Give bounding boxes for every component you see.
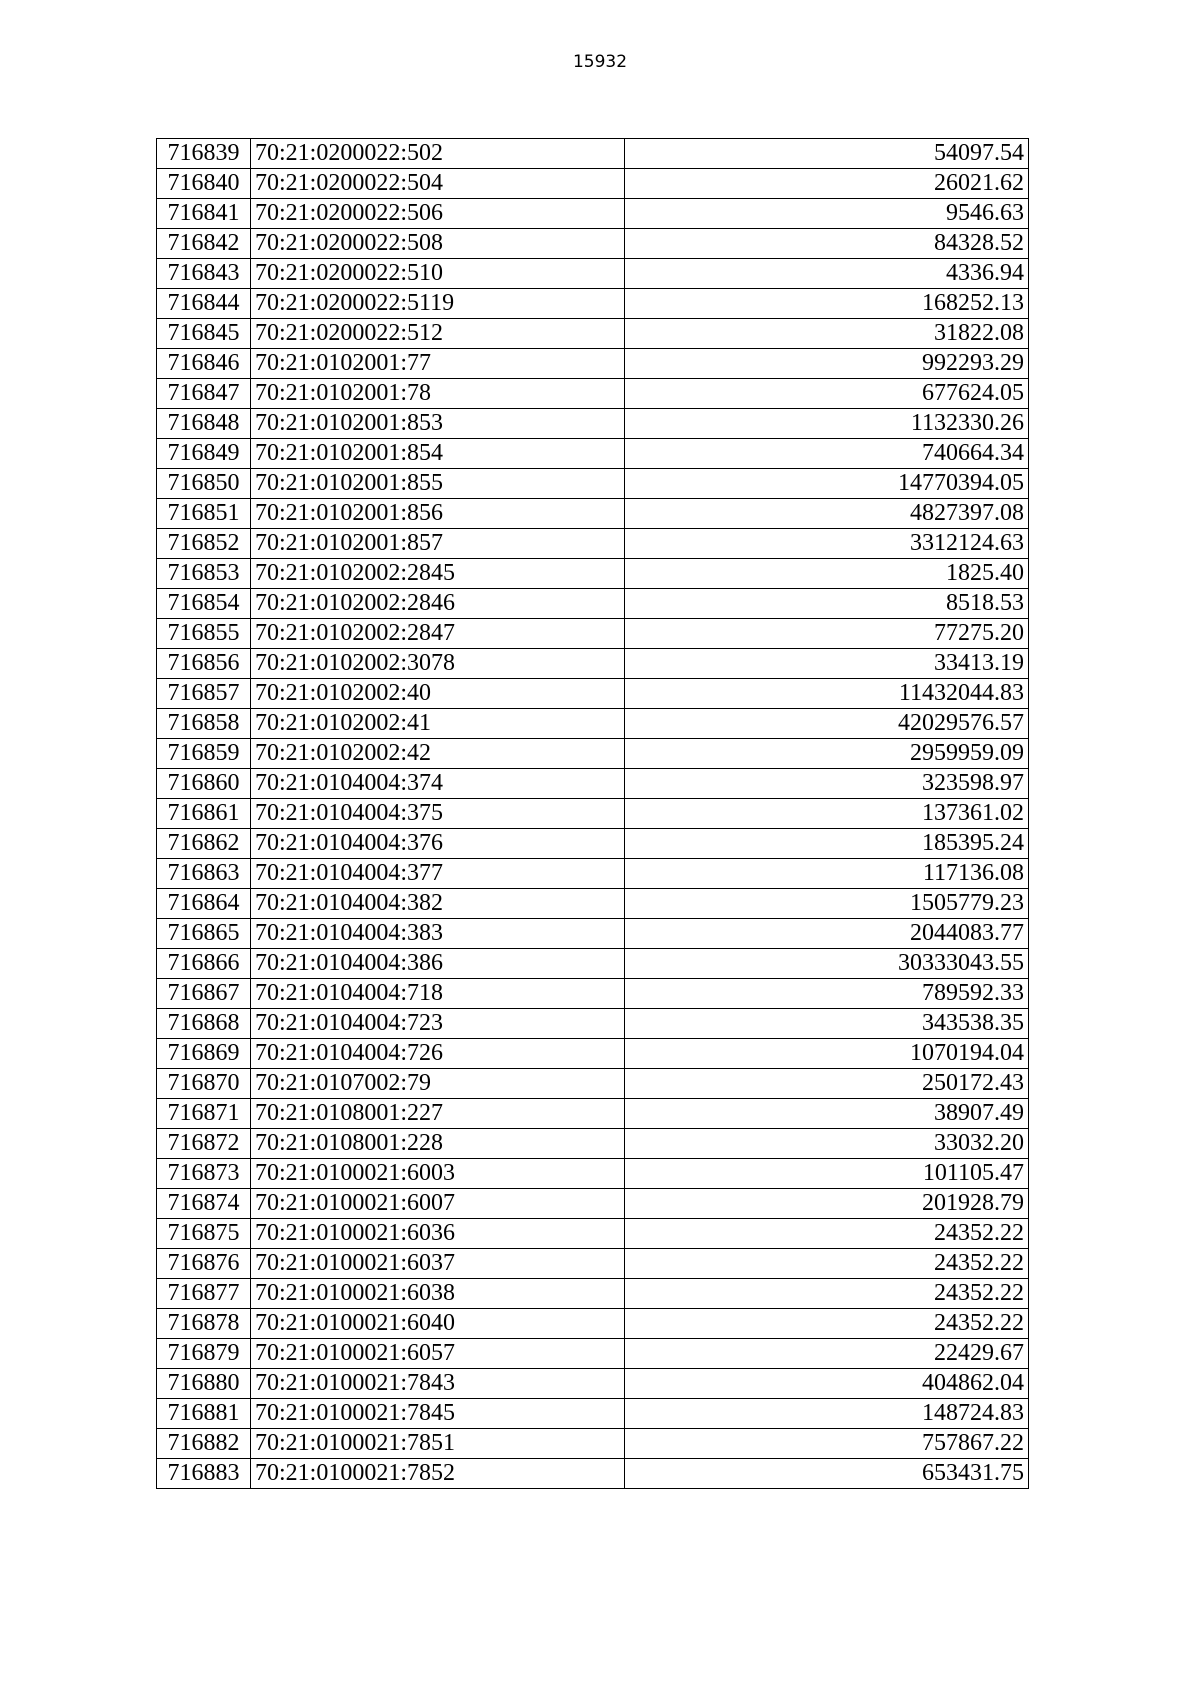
cadastral-value-cell: 30333043.55 xyxy=(625,949,1029,979)
cadastral-value-cell: 2959959.09 xyxy=(625,739,1029,769)
cadastral-value-cell: 31822.08 xyxy=(625,319,1029,349)
cadastral-number-cell: 70:21:0200022:508 xyxy=(251,229,625,259)
cadastral-number-cell: 70:21:0108001:228 xyxy=(251,1129,625,1159)
cadastral-value-cell: 33413.19 xyxy=(625,649,1029,679)
table-row xyxy=(157,829,1029,859)
row-number-cell: 716853 xyxy=(157,559,251,589)
row-number-cell: 716883 xyxy=(157,1459,251,1489)
cadastral-number-cell: 70:21:0200022:504 xyxy=(251,169,625,199)
row-number-cell: 716876 xyxy=(157,1249,251,1279)
row-number-cell: 716864 xyxy=(157,889,251,919)
cadastral-value-cell: 24352.22 xyxy=(625,1309,1029,1339)
cadastral-number-cell: 70:21:0100021:6038 xyxy=(251,1279,625,1309)
cadastral-value-cell: 2044083.77 xyxy=(625,919,1029,949)
table-row xyxy=(157,919,1029,949)
table-row xyxy=(157,1249,1029,1279)
table-row xyxy=(157,1189,1029,1219)
cadastral-value-cell: 8518.53 xyxy=(625,589,1029,619)
row-number-cell: 716857 xyxy=(157,679,251,709)
cadastral-value-cell: 1070194.04 xyxy=(625,1039,1029,1069)
cadastral-value-cell: 677624.05 xyxy=(625,379,1029,409)
row-number-cell: 716872 xyxy=(157,1129,251,1159)
row-number-cell: 716867 xyxy=(157,979,251,1009)
cadastral-number-cell: 70:21:0104004:723 xyxy=(251,1009,625,1039)
table-row xyxy=(157,1339,1029,1369)
row-number-cell: 716852 xyxy=(157,529,251,559)
table-row xyxy=(157,499,1029,529)
table-row xyxy=(157,1369,1029,1399)
cadastral-number-cell: 70:21:0107002:79 xyxy=(251,1069,625,1099)
table-row xyxy=(157,229,1029,259)
cadastral-number-cell: 70:21:0104004:382 xyxy=(251,889,625,919)
table-row xyxy=(157,439,1029,469)
table-row xyxy=(157,1039,1029,1069)
row-number-cell: 716856 xyxy=(157,649,251,679)
table-row xyxy=(157,619,1029,649)
row-number-cell: 716868 xyxy=(157,1009,251,1039)
row-number-cell: 716859 xyxy=(157,739,251,769)
cadastral-number-cell: 70:21:0108001:227 xyxy=(251,1099,625,1129)
table-row xyxy=(157,169,1029,199)
table-row xyxy=(157,349,1029,379)
table-row xyxy=(157,469,1029,499)
row-number-cell: 716875 xyxy=(157,1219,251,1249)
cadastral-number-cell: 70:21:0102001:78 xyxy=(251,379,625,409)
cadastral-value-cell: 117136.08 xyxy=(625,859,1029,889)
row-number-cell: 716862 xyxy=(157,829,251,859)
table-row xyxy=(157,799,1029,829)
cadastral-value-cell: 1505779.23 xyxy=(625,889,1029,919)
table-row xyxy=(157,709,1029,739)
cadastral-number-cell: 70:21:0104004:375 xyxy=(251,799,625,829)
cadastral-number-cell: 70:21:0104004:376 xyxy=(251,829,625,859)
row-number-cell: 716863 xyxy=(157,859,251,889)
table-row xyxy=(157,409,1029,439)
cadastral-value-cell: 148724.83 xyxy=(625,1399,1029,1429)
cadastral-number-cell: 70:21:0200022:506 xyxy=(251,199,625,229)
cadastral-value-cell: 101105.47 xyxy=(625,1159,1029,1189)
table-row xyxy=(157,649,1029,679)
cadastral-number-cell: 70:21:0104004:718 xyxy=(251,979,625,1009)
cadastral-number-cell: 70:21:0100021:6036 xyxy=(251,1219,625,1249)
cadastral-value-cell: 4827397.08 xyxy=(625,499,1029,529)
row-number-cell: 716841 xyxy=(157,199,251,229)
table-row xyxy=(157,559,1029,589)
table-row xyxy=(157,1069,1029,1099)
table-row xyxy=(157,1279,1029,1309)
table-row xyxy=(157,259,1029,289)
row-number-cell: 716877 xyxy=(157,1279,251,1309)
cadastral-value-cell: 323598.97 xyxy=(625,769,1029,799)
cadastral-number-cell: 70:21:0102001:857 xyxy=(251,529,625,559)
cadastral-value-cell: 1825.40 xyxy=(625,559,1029,589)
cadastral-number-cell: 70:21:0200022:510 xyxy=(251,259,625,289)
cadastral-value-cell: 14770394.05 xyxy=(625,469,1029,499)
row-number-cell: 716870 xyxy=(157,1069,251,1099)
table-row xyxy=(157,1219,1029,1249)
table-row xyxy=(157,1459,1029,1489)
row-number-cell: 716881 xyxy=(157,1399,251,1429)
cadastral-number-cell: 70:21:0100021:6037 xyxy=(251,1249,625,1279)
row-number-cell: 716879 xyxy=(157,1339,251,1369)
table-row xyxy=(157,1099,1029,1129)
cadastral-number-cell: 70:21:0102001:854 xyxy=(251,439,625,469)
cadastral-value-cell: 11432044.83 xyxy=(625,679,1029,709)
table-row xyxy=(157,889,1029,919)
row-number-cell: 716860 xyxy=(157,769,251,799)
cadastral-value-cell: 24352.22 xyxy=(625,1219,1029,1249)
cadastral-number-cell: 70:21:0104004:377 xyxy=(251,859,625,889)
cadastral-number-cell: 70:21:0102001:853 xyxy=(251,409,625,439)
cadastral-number-cell: 70:21:0102002:2847 xyxy=(251,619,625,649)
table-row xyxy=(157,1129,1029,1159)
cadastral-value-cell: 168252.13 xyxy=(625,289,1029,319)
page-number: 15932 xyxy=(572,52,628,72)
row-number-cell: 716854 xyxy=(157,589,251,619)
cadastral-number-cell: 70:21:0100021:7843 xyxy=(251,1369,625,1399)
row-number-cell: 716869 xyxy=(157,1039,251,1069)
table-row xyxy=(157,1009,1029,1039)
cadastral-number-cell: 70:21:0200022:512 xyxy=(251,319,625,349)
cadastral-value-cell: 343538.35 xyxy=(625,1009,1029,1039)
cadastral-number-cell: 70:21:0200022:5119 xyxy=(251,289,625,319)
cadastral-number-cell: 70:21:0200022:502 xyxy=(251,139,625,169)
row-number-cell: 716846 xyxy=(157,349,251,379)
cadastral-value-cell: 404862.04 xyxy=(625,1369,1029,1399)
table-row xyxy=(157,1159,1029,1189)
cadastral-number-cell: 70:21:0104004:726 xyxy=(251,1039,625,1069)
row-number-cell: 716861 xyxy=(157,799,251,829)
row-number-cell: 716878 xyxy=(157,1309,251,1339)
cadastral-number-cell: 70:21:0104004:383 xyxy=(251,919,625,949)
cadastral-number-cell: 70:21:0102002:2845 xyxy=(251,559,625,589)
cadastral-number-cell: 70:21:0102002:42 xyxy=(251,739,625,769)
cadastral-value-cell: 38907.49 xyxy=(625,1099,1029,1129)
table-row xyxy=(157,379,1029,409)
cadastral-number-cell: 70:21:0102001:855 xyxy=(251,469,625,499)
table-row xyxy=(157,319,1029,349)
cadastral-value-cell: 740664.34 xyxy=(625,439,1029,469)
cadastral-number-cell: 70:21:0100021:6057 xyxy=(251,1339,625,1369)
cadastral-value-cell: 201928.79 xyxy=(625,1189,1029,1219)
table-row xyxy=(157,1309,1029,1339)
table-row xyxy=(157,769,1029,799)
cadastral-value-cell: 653431.75 xyxy=(625,1459,1029,1489)
cadastral-value-table xyxy=(156,138,1029,1489)
row-number-cell: 716873 xyxy=(157,1159,251,1189)
row-number-cell: 716850 xyxy=(157,469,251,499)
cadastral-number-cell: 70:21:0100021:6040 xyxy=(251,1309,625,1339)
cadastral-number-cell: 70:21:0104004:374 xyxy=(251,769,625,799)
cadastral-value-cell: 33032.20 xyxy=(625,1129,1029,1159)
table-row xyxy=(157,1399,1029,1429)
table-row xyxy=(157,529,1029,559)
cadastral-value-cell: 26021.62 xyxy=(625,169,1029,199)
table-row xyxy=(157,1429,1029,1459)
row-number-cell: 716848 xyxy=(157,409,251,439)
cadastral-number-cell: 70:21:0102002:3078 xyxy=(251,649,625,679)
cadastral-value-cell: 24352.22 xyxy=(625,1249,1029,1279)
cadastral-number-cell: 70:21:0104004:386 xyxy=(251,949,625,979)
cadastral-number-cell: 70:21:0100021:7845 xyxy=(251,1399,625,1429)
table-row xyxy=(157,139,1029,169)
table-row xyxy=(157,949,1029,979)
row-number-cell: 716842 xyxy=(157,229,251,259)
cadastral-value-cell: 185395.24 xyxy=(625,829,1029,859)
table-row xyxy=(157,679,1029,709)
row-number-cell: 716843 xyxy=(157,259,251,289)
cadastral-value-cell: 24352.22 xyxy=(625,1279,1029,1309)
cadastral-value-cell: 4336.94 xyxy=(625,259,1029,289)
cadastral-value-cell: 22429.67 xyxy=(625,1339,1029,1369)
row-number-cell: 716858 xyxy=(157,709,251,739)
table-row xyxy=(157,739,1029,769)
row-number-cell: 716855 xyxy=(157,619,251,649)
table-row xyxy=(157,289,1029,319)
row-number-cell: 716866 xyxy=(157,949,251,979)
cadastral-value-cell: 42029576.57 xyxy=(625,709,1029,739)
table-row xyxy=(157,979,1029,1009)
cadastral-number-cell: 70:21:0102001:856 xyxy=(251,499,625,529)
cadastral-value-cell: 789592.33 xyxy=(625,979,1029,1009)
row-number-cell: 716882 xyxy=(157,1429,251,1459)
cadastral-number-cell: 70:21:0102002:2846 xyxy=(251,589,625,619)
row-number-cell: 716871 xyxy=(157,1099,251,1129)
cadastral-value-cell: 3312124.63 xyxy=(625,529,1029,559)
cadastral-value-cell: 250172.43 xyxy=(625,1069,1029,1099)
cadastral-value-cell: 9546.63 xyxy=(625,199,1029,229)
cadastral-value-cell: 757867.22 xyxy=(625,1429,1029,1459)
cadastral-number-cell: 70:21:0100021:7851 xyxy=(251,1429,625,1459)
row-number-cell: 716847 xyxy=(157,379,251,409)
cadastral-number-cell: 70:21:0102002:40 xyxy=(251,679,625,709)
row-number-cell: 716840 xyxy=(157,169,251,199)
cadastral-value-cell: 992293.29 xyxy=(625,349,1029,379)
cadastral-number-cell: 70:21:0100021:6007 xyxy=(251,1189,625,1219)
cadastral-number-cell: 70:21:0102001:77 xyxy=(251,349,625,379)
cadastral-value-cell: 77275.20 xyxy=(625,619,1029,649)
table-row xyxy=(157,859,1029,889)
row-number-cell: 716849 xyxy=(157,439,251,469)
table-body xyxy=(157,139,1029,1489)
table-row xyxy=(157,589,1029,619)
cadastral-value-cell: 1132330.26 xyxy=(625,409,1029,439)
cadastral-value-cell: 84328.52 xyxy=(625,229,1029,259)
row-number-cell: 716880 xyxy=(157,1369,251,1399)
cadastral-number-cell: 70:21:0100021:6003 xyxy=(251,1159,625,1189)
row-number-cell: 716865 xyxy=(157,919,251,949)
row-number-cell: 716844 xyxy=(157,289,251,319)
cadastral-number-cell: 70:21:0100021:7852 xyxy=(251,1459,625,1489)
row-number-cell: 716839 xyxy=(157,139,251,169)
cadastral-number-cell: 70:21:0102002:41 xyxy=(251,709,625,739)
row-number-cell: 716874 xyxy=(157,1189,251,1219)
cadastral-value-cell: 54097.54 xyxy=(625,139,1029,169)
row-number-cell: 716845 xyxy=(157,319,251,349)
row-number-cell: 716851 xyxy=(157,499,251,529)
table-row xyxy=(157,199,1029,229)
cadastral-value-cell: 137361.02 xyxy=(625,799,1029,829)
